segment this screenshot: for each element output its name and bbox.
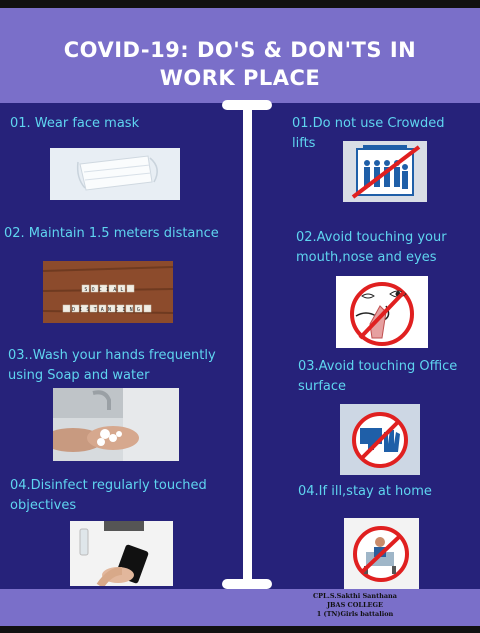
crowded-lift-image xyxy=(343,141,427,202)
dont-item-4-text: 04.If ill,stay at home xyxy=(298,484,432,499)
divider-top-cap xyxy=(222,100,272,110)
dont-item-1-text: 01.Do not use Crowded lifts xyxy=(292,116,445,151)
tiles-row2-text: DISTANCING xyxy=(71,307,145,313)
title-band xyxy=(0,8,480,103)
credit-line1: CPL.S.Sakthi Santhana xyxy=(313,592,397,600)
poster-title-line2: WORK PLACE xyxy=(159,66,321,90)
do-item-3-text: 03..Wash your hands frequently using Soap and water xyxy=(8,348,216,383)
tiles-row1-text: SOCIAL xyxy=(84,287,128,293)
do-item-2-text: 02. Maintain 1.5 meters distance xyxy=(4,226,219,241)
do-item-1-text: 01. Wear face mask xyxy=(10,116,140,131)
dont-item-3-text: 03.Avoid touching Office surface xyxy=(298,359,458,394)
poster xyxy=(0,8,480,626)
do-item-4-text: 04.Disinfect regularly touched objectives xyxy=(10,478,207,513)
face-mask-image xyxy=(50,148,180,200)
divider-pole xyxy=(243,103,252,591)
divider-bottom-cap xyxy=(222,579,272,589)
credit-line2: JBAS COLLEGE xyxy=(326,601,383,609)
disinfect-phone-image xyxy=(70,521,173,586)
no-face-touch-image xyxy=(336,276,428,348)
credit-line3: 1 (TN)Girls battalion xyxy=(316,610,394,618)
stay-home-image xyxy=(344,518,419,589)
footer-band xyxy=(0,589,480,626)
hand-washing-image xyxy=(53,388,179,461)
social-distancing-image xyxy=(43,261,173,323)
poster-title-line1: COVID-19: DO'S & DON'TS IN xyxy=(63,38,417,62)
no-surface-touch-image xyxy=(340,404,420,475)
dont-item-2-text: 02.Avoid touching your mouth,nose and eyes xyxy=(296,230,447,265)
